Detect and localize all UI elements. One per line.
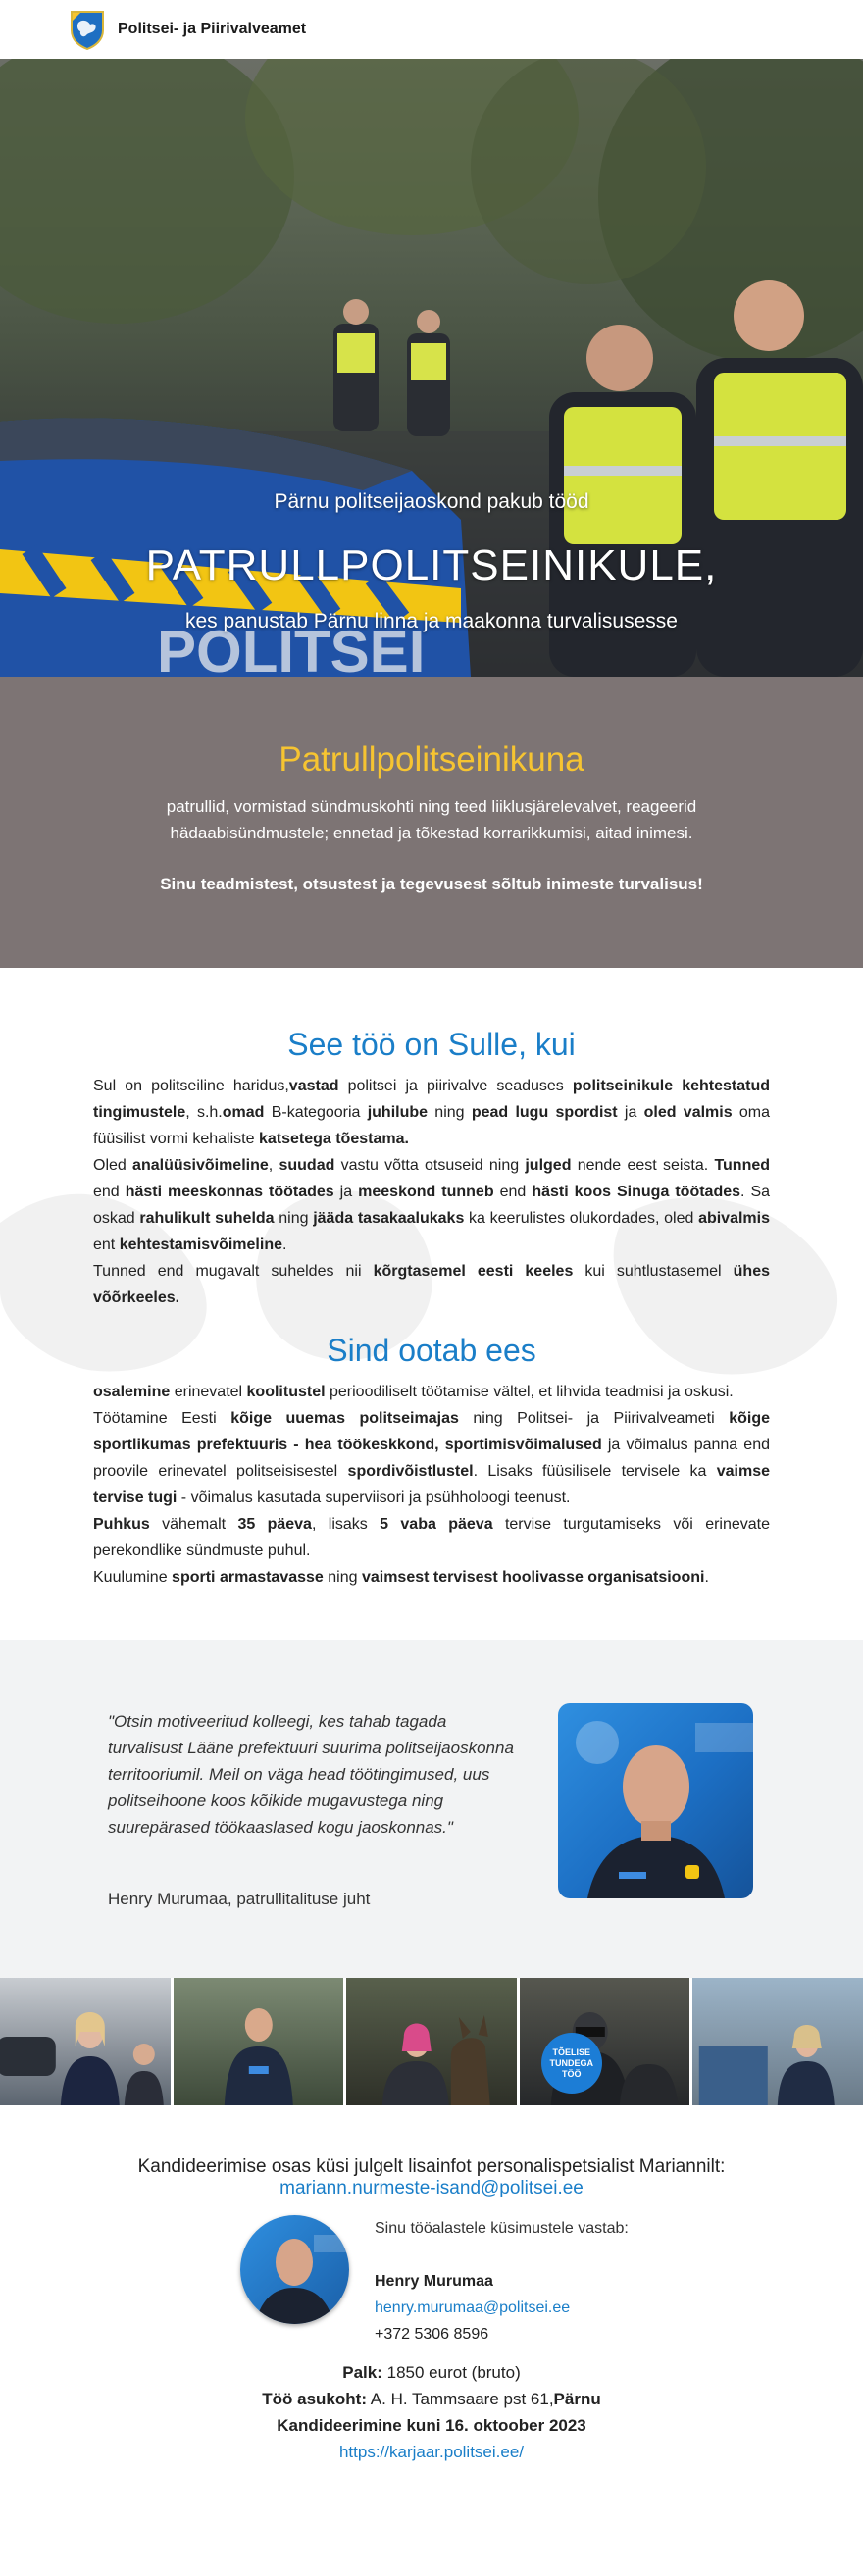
police-shield-icon[interactable] (69, 9, 106, 50)
location-city: Pärnu (553, 2390, 601, 2408)
contact-phone[interactable]: +372 5306 8596 (375, 2326, 489, 2343)
contact-avatar (240, 2215, 349, 2324)
contact-questions-label: Sinu tööalastele küsimustele vastab: (375, 2220, 629, 2237)
hero-pretitle: Pärnu politseijaoskond pakub tööd (274, 490, 589, 513)
gallery-badge: TÕELISE TUNDEGA TÖÖ (541, 2033, 602, 2094)
offer-text: osalemine erinevatel koolitustel perioodiliselt töötamise vältel, et lihvida teadmisi ja oskusi. Töötamine Eesti kõige uuemas politseimajas ning Politsei- ja Piirivalveameti kõige sportlikumas prefektuuris - hea töökeskkond, sportimisvõimalused ja võimalus panna end proovile erinevatel politseisisestel spordivõistlustel. Lisaks füüsilisele tervisele ka vaimse tervise tugi - võimalus kasutada superviisori ja psühholoogi teenust. Puhkus vähemalt 35 päeva, lisaks 5 vaba päeva tervise turgutamiseks või erinevate perekondlike sündmuste puhul. Kuulumine sporti armastavasse ning vaimsest tervisest hoolivasse organisatsiooni. (93, 1384, 771, 1586)
contact-name: Henry Murumaa (375, 2273, 493, 2290)
contact-info (375, 2215, 630, 2348)
contact-intro: Kandideerimise osas küsi julgelt lisainfot personalispetsialist Mariannilt: (137, 2156, 726, 2177)
location-address: A. H. Tammsaare pst 61, (370, 2390, 554, 2408)
car-lettering: POLITSEI (157, 619, 426, 677)
quote-author: Henry Murumaa, patrullitalituse juht (108, 1890, 371, 1908)
job-details (0, 968, 863, 1640)
quote-section (0, 1640, 863, 1978)
location-label: Töö asukoht: (262, 2390, 367, 2408)
deadline-line (0, 2412, 863, 2439)
role-emphasis: Sinu teadmistest, otsustest ja tegevusest sõltub inimeste turvalisus! (160, 875, 703, 893)
location-line (0, 2386, 863, 2412)
quote-portrait (558, 1703, 753, 1898)
hero-title: PATRULLPOLITSEINIKULE, (145, 541, 718, 589)
gallery-photo (520, 1978, 690, 2105)
gallery-photo (692, 1978, 863, 2105)
hero-banner (0, 59, 863, 677)
contact-person-email-link[interactable]: henry.murumaa@politsei.ee (375, 2299, 571, 2316)
gallery-photo (174, 1978, 344, 2105)
requirements-heading: See töö on Sulle, kui (287, 1027, 576, 1062)
career-link[interactable]: https://karjaar.politsei.ee/ (338, 2443, 525, 2461)
contact-email-link[interactable]: mariann.nurmeste-isand@politsei.ee (279, 2178, 584, 2198)
hero-subtitle: kes panustab Pärnu linna ja maakonna turvalisusesse (185, 610, 678, 632)
photo-gallery (0, 1978, 863, 2105)
offer-heading: Sind ootab ees (327, 1333, 536, 1368)
brand-name[interactable]: Politsei- ja Piirivalveamet (118, 21, 307, 37)
salary-line (0, 2359, 863, 2386)
job-facts (0, 2359, 863, 2504)
quote-text: "Otsin motiveeritud kolleegi, kes tahab tagada turvalisust Lääne prefektuuri suurima politseijaoskonna territooriumil. Meil on väga head töötingimused, uus politseihoone koos kõikide mugavustega ning suurepärased töökaaslased kogu jaoskonnas." (108, 1712, 514, 1837)
role-title: Patrullpolitseinikuna (279, 740, 584, 779)
contact-person (0, 2215, 863, 2348)
role-description: patrullid, vormistad sündmuskohti ning teed liiklusjärelevalvet, reageerid hädaabisündmustele; ennetad ja tõkestad korrarikkumisi, aitad inimesi. (166, 797, 697, 842)
site-header (0, 0, 863, 59)
gallery-photo (346, 1978, 517, 2105)
salary-value: 1850 eurot (bruto) (386, 2363, 521, 2382)
requirements-text: Sul on politseiline haridus,vastad politsei ja piirivalve seaduses politseinikule kehtestatud tingimustele, s.h.omad B-kategooria juhilube ning pead lugu spordist ja oled valmis oma füüsilist vormi kehaliste katsetega tõestama. Oled analüüsivõimeline, suudad vastu võtta otsuseid ning julged nende eest seista. Tunned end hästi meeskonnas töötades ja meeskond tunneb end hästi koos Sinuga töötades. Sa oskad rahulikult suhelda ning jääda tasakaalukaks ka keerulistes olukordades, oled abivalmis ent kehtestamisvõimeline. Tunned end mugavalt suheldes nii kõrgtasemel eesti keeles kui suhtlustasemel ühes võõrkeeles. (93, 1078, 771, 1306)
gallery-photo (0, 1978, 171, 2105)
salary-label: Palk: (342, 2363, 382, 2382)
role-panel (0, 677, 863, 968)
deadline-text: Kandideerimine kuni 16. oktoober 2023 (277, 2416, 586, 2435)
contact-section (0, 2105, 863, 2504)
